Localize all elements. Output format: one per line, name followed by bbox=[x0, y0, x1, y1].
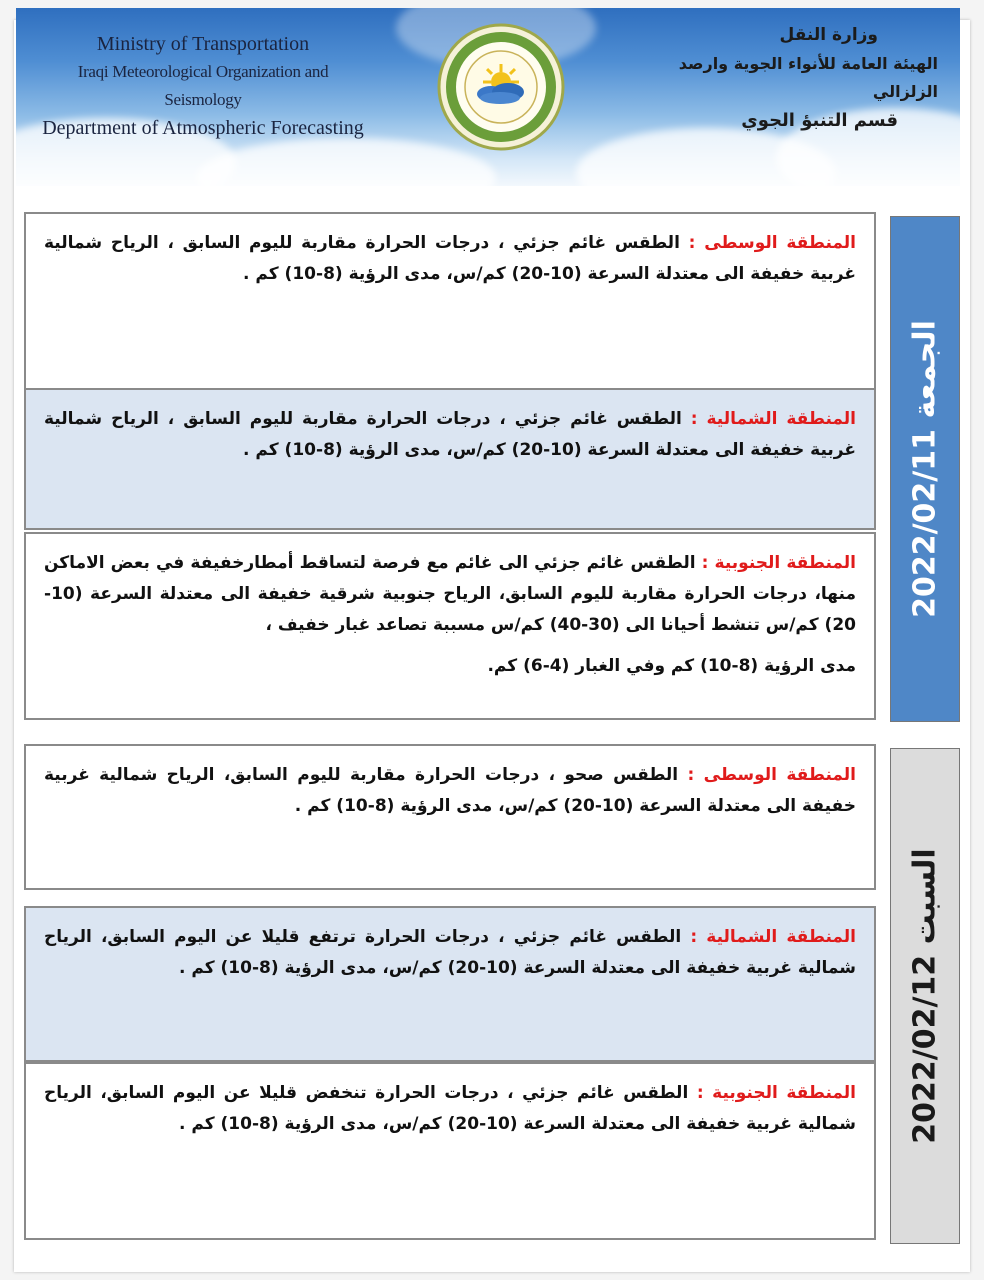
organization-logo-icon bbox=[436, 22, 566, 152]
region-forecast-text: الطقس غائم جزئي ، درجات الحرارة مقاربة لليوم السابق ، الرياح شمالية غربية خفيفة الى معتدلة السرعة (10-20) كم/س، مدى الرؤية (8-10) كم . bbox=[44, 233, 856, 284]
letterhead-banner bbox=[16, 8, 960, 186]
region-north-box bbox=[24, 388, 876, 530]
date-column bbox=[890, 216, 960, 722]
date-value: 2022/02/12 bbox=[907, 954, 943, 1144]
visibility-note: مدى الرؤية (8-10) كم وفي الغبار (4-6) كم. bbox=[487, 656, 856, 676]
arabic-header bbox=[638, 20, 938, 136]
english-header bbox=[38, 30, 368, 142]
day-name: السبت bbox=[907, 848, 943, 945]
region-central-box bbox=[24, 212, 876, 390]
department-name-ar: قسم التنبؤ الجوي bbox=[741, 110, 898, 131]
ministry-name-ar: وزارة النقل bbox=[779, 25, 878, 45]
forecast-day-2 bbox=[24, 744, 964, 1244]
date-label bbox=[908, 848, 943, 1143]
department-name-en: Department of Atmospheric Forecasting bbox=[42, 117, 364, 139]
region-south-box bbox=[24, 1062, 876, 1240]
ministry-name-en: Ministry of Transportation bbox=[96, 33, 310, 55]
organization-name-en: Iraqi Meteorological Organization and Seismology bbox=[77, 62, 329, 109]
region-label: المنطقة الشمالية : bbox=[690, 409, 856, 429]
date-label bbox=[908, 320, 943, 618]
day-name: الجمعة bbox=[907, 320, 943, 419]
region-central-box bbox=[24, 744, 876, 890]
region-forecast-text: الطقس غائم جزئي ، درجات الحرارة تنخفض قليلا عن اليوم السابق، الرياح شمالية غربية خفيفة الى معتدلة السرعة (10-20) كم/س، مدى الرؤية (8-10) كم . bbox=[44, 1083, 856, 1134]
forecast-day-1 bbox=[24, 212, 964, 722]
organization-name-ar: الهيئة العامة للأنواء الجوية وارصد الزلزالي bbox=[678, 54, 938, 101]
region-forecast-text: الطقس غائم جزئي ، درجات الحرارة ترتفع قليلا عن اليوم السابق، الرياح شمالية غربية خفيفة الى معتدلة السرعة (10-20) كم/س، مدى الرؤية (8-10) كم . bbox=[44, 927, 856, 978]
date-column bbox=[890, 748, 960, 1244]
region-label: المنطقة الجنوبية : bbox=[701, 553, 856, 573]
date-value: 2022/02/11 bbox=[907, 428, 943, 618]
region-north-box bbox=[24, 906, 876, 1062]
region-forecast-text: الطقس صحو ، درجات الحرارة مقاربة لليوم السابق، الرياح شمالية غربية خفيفة الى معتدلة السرعة (10-20) كم/س، مدى الرؤية (8-10) كم . bbox=[44, 765, 856, 816]
region-forecast-text: الطقس غائم جزئي ، درجات الحرارة مقاربة لليوم السابق ، الرياح شمالية غربية خفيفة الى معتدلة السرعة (10-20) كم/س، مدى الرؤية (8-10) كم . bbox=[44, 409, 856, 460]
region-south-box bbox=[24, 532, 876, 720]
region-label: المنطقة الشمالية : bbox=[690, 927, 856, 947]
region-label: المنطقة الوسطى : bbox=[688, 233, 856, 253]
region-label: المنطقة الوسطى : bbox=[687, 765, 856, 785]
region-forecast-text: الطقس غائم جزئي الى غائم مع فرصة لتساقط أمطارخفيفة في بعض الاماكن منها، درجات الحرارة مقاربة لليوم السابق، الرياح جنوبية شرقية خفيفة الى معتدلة السرعة (10-20) كم/س تنشط أحيانا الى (30-40) كم/س مسببة تصاعد غبار خفيف ، bbox=[44, 553, 856, 635]
region-label: المنطقة الجنوبية : bbox=[696, 1083, 857, 1103]
